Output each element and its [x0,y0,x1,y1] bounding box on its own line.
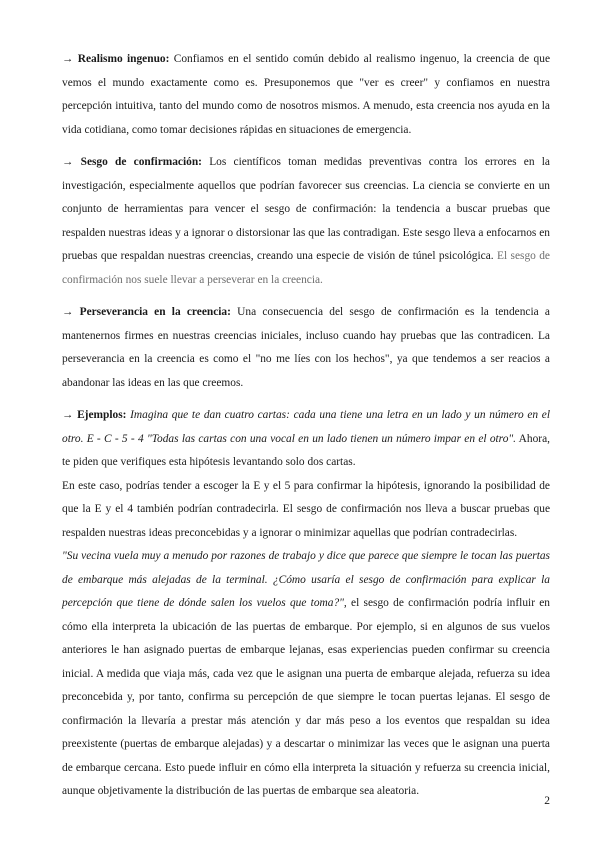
page-content [62,48,550,804]
paragraph-vecina [62,545,550,804]
heading-realismo-ingenuo: → Realismo ingenuo: [62,53,170,65]
ejemplos-cards-prompt: Imagina que te dan cuatro cartas: cada una tiene una letra en un lado y un número en el otro. E - C - 5 - 4 "Todas las cartas con una vocal en un lado tienen un número impar en el otro". [62,409,550,445]
paragraph-caso [62,475,550,546]
body-sesgo-confirmacion: Los científicos toman medidas preventivas contra los errores en la investigación, especialmente aquellos que podrían favorecer sus creencias. La ciencia se convierte en un conjunto de herramientas para vencer el sesgo de confirmación: la tendencia a buscar pruebas que respalden nuestras ideas y a ignorar o distorsionar las que las contradigan. Este sesgo lleva a enfocarnos en pruebas que respaldan nuestras creencias, creando una especie de visión de túnel psicológica. [62,156,550,262]
body-realismo-ingenuo: Confiamos en el sentido común debido al realismo ingenuo, la creencia de que vemos el mundo exactamente como es. Presuponemos que "ver es creer" y confiamos en nuestra percepción intuitiva, tanto del mundo como de nosotros mismos. A menudo, esta creencia nos ayuda en la vida cotidiana, como tomar decisiones rápidas en situaciones de emergencia. [62,53,550,136]
ejemplos-instruction: Ahora, te piden que verifiques esta hipótesis levantando solo dos cartas. [62,432,550,468]
faded-note-sesgo: El sesgo de confirmación nos suele llevar a perseverar en la creencia. [62,250,550,286]
paragraph-sesgo-confirmacion [62,151,550,292]
body-perseverancia: Una consecuencia del sesgo de confirmación es la tendencia a mantenernos firmes en nuestras creencias iniciales, incluso cuando hay pruebas que las contradicen. La perseverancia en la creencia es como el "no me líes con los hechos", ya que tendemos a ser reacios a abandonar las ideas en las que creemos. [62,306,550,389]
paragraph-realismo-ingenuo [62,48,550,142]
page-number: 2 [544,795,550,807]
heading-ejemplos: → Ejemplos: [62,409,127,421]
body-vecina: el sesgo de confirmación podría influir en cómo ella interpreta la ubicación de las puertas de embarque. Por ejemplo, si en algunos de sus vuelos anteriores le han asignado puertas de embarque lejanas, esas experiencias pueden confirmar su creencia inicial. A medida que viaja más, cada vez que le asignan una puerta de embarque alejada, refuerza su idea preconcebida y, por tanto, confirma su percepción de que siempre le tocan puertas lejanas. El sesgo de confirmación la llevaría a prestar más atención y dar más peso a los eventos que respaldan su idea preexistente (puertas de embarque alejadas) y a descartar o minimizar las veces que le asignan una puerta de embarque cercana. Esto puede influir en cómo ella interpreta la situación y refuerza su creencia inicial, aunque objetivamente la distribución de las puertas de embarque sea aleatoria. [62,597,551,797]
paragraph-perseverancia [62,301,550,395]
vecina-question: "Su vecina vuela muy a menudo por razones de trabajo y dice que parece que siempre le tocan las puertas de embarque más alejadas de la terminal. ¿Cómo usaría el sesgo de confirmación para explicar la percepción que tiene de dónde salen los vuelos que toma?", [62,550,550,609]
body-caso: En este caso, podrías tender a escoger la E y el 5 para confirmar la hipótesis, ignorando la posibilidad de que la E y el 4 también podrían contradecirla. El sesgo de confirmación nos lleva a buscar pruebas que respalden nuestras ideas preconcebidas y a ignorar o minimizar aquellas que podrían contradecirlas. [62,479,550,539]
heading-perseverancia: → Perseverancia en la creencia: [62,306,231,318]
paragraph-ejemplos [62,404,550,475]
heading-sesgo-confirmacion: → Sesgo de confirmación: [62,156,202,168]
